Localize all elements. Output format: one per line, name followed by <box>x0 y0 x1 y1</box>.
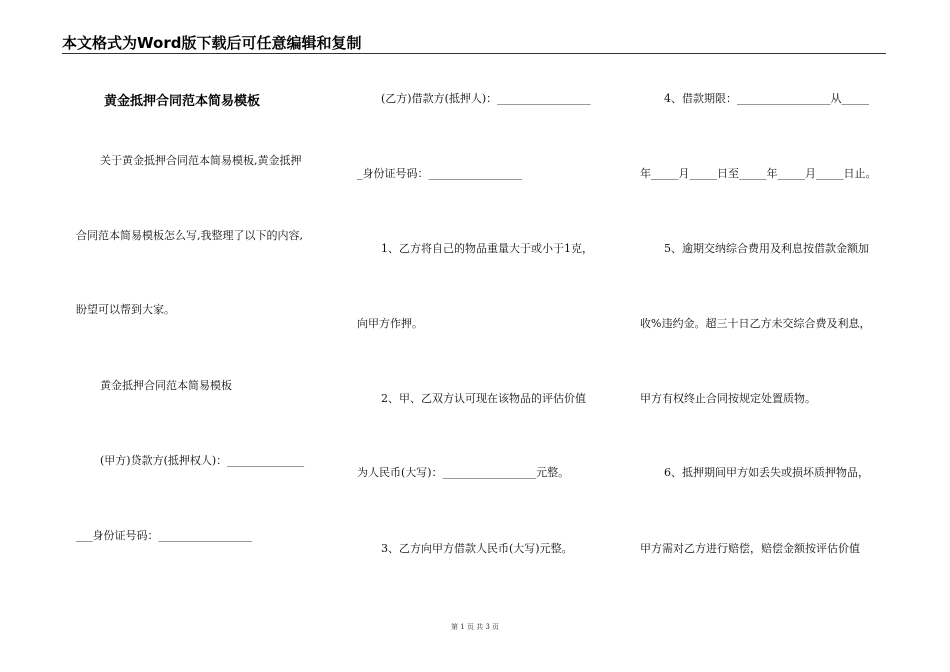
text-line: 年_____月_____日至_____年_____月_____日止。 <box>640 167 877 180</box>
text-line: _身份证号码：_________________ <box>357 167 522 180</box>
text-line: 5、逾期交纳综合费用及利息按借款金额加 <box>664 242 869 255</box>
download-banner: 本文格式为Word版下载后可任意编辑和复制 <box>62 34 362 52</box>
text-line: ___身份证号码：_________________ <box>76 529 252 542</box>
text-line: 黄金抵押合同范本简易模板 <box>100 379 232 392</box>
text-line: 甲方有权终止合同按规定处置质物。 <box>640 392 816 405</box>
text-line: 向甲方作押。 <box>357 317 423 330</box>
text-line: 盼望可以帮到大家。 <box>76 303 175 316</box>
text-line: 2、甲、乙双方认可现在该物品的评估价值 <box>381 392 586 405</box>
text-line: 3、乙方向甲方借款人民币(大写)元整。 <box>381 542 573 555</box>
document-title: 黄金抵押合同范本简易模板 <box>104 94 261 109</box>
text-line: 甲方需对乙方进行赔偿，赔偿金额按评估价值 <box>640 542 860 555</box>
page-indicator: 第 1 页 共 3 页 <box>450 623 500 631</box>
text-line: 4、借款期限：_________________从_____ <box>664 92 869 105</box>
text-line: 6、抵押期间甲方如丢失或损坏质押物品， <box>664 466 869 479</box>
text-line: 合同范本简易模板怎么写,我整理了以下的内容, <box>76 229 303 242</box>
header-divider <box>62 53 886 54</box>
text-line: 收%违约金。超三十日乙方未交综合费及利息， <box>640 317 871 330</box>
text-line: (乙方)借款方(抵押人)：_________________ <box>381 92 591 105</box>
text-line: 为人民币(大写)：_________________元整。 <box>357 466 570 479</box>
text-line: 1、乙方将自己的物品重量大于或小于1克， <box>381 242 593 255</box>
text-line: (甲方)贷款方(抵押权人)：______________ <box>100 454 305 467</box>
text-line: 关于黄金抵押合同范本简易模板,黄金抵押 <box>100 154 302 167</box>
